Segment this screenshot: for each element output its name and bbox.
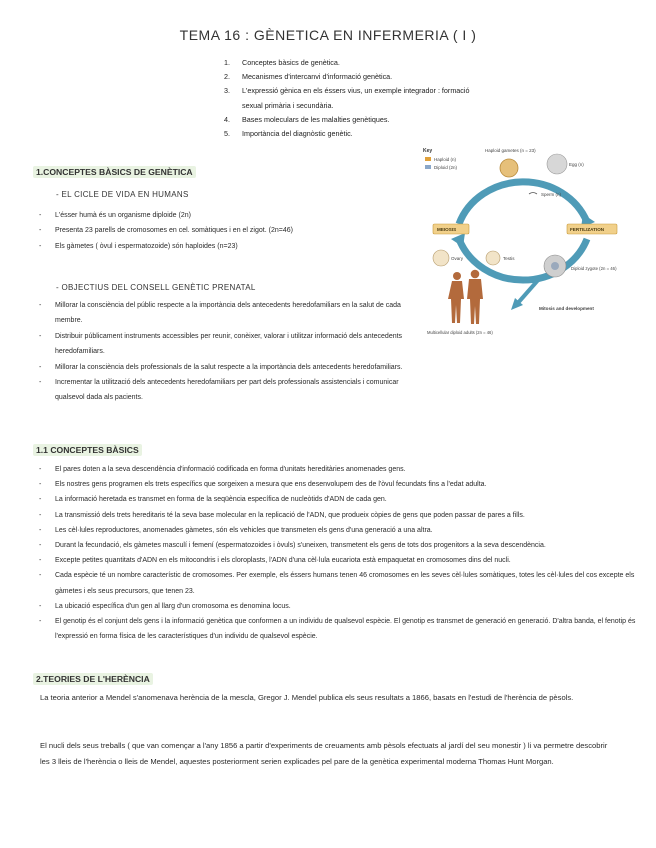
life-cycle-list — [33, 208, 393, 254]
diploid-label: Diploid (2n) — [434, 165, 458, 170]
list-item: - Les cèl·lules reproductores, anomenades gàmetes, són els vehicles que transmeten els gens d'una generació a una altra. — [33, 523, 641, 538]
mitosis-label: Mitosis and development — [539, 306, 594, 311]
egg-cell-large — [547, 154, 567, 174]
toc-item — [224, 127, 474, 141]
toc-text: Importància del diagnòstic genètic. — [242, 129, 353, 139]
adults-label: Multicellular diploid adults (2n = 46) — [427, 330, 493, 335]
fertilization-label: FERTILIZATION — [570, 227, 605, 232]
testis-icon — [486, 251, 500, 265]
subheading-life-cycle: - EL CICLE DE VIDA EN HUMANS — [56, 190, 189, 199]
ovary-label: Ovary — [451, 256, 464, 261]
meiosis-label: MEIOSIS — [437, 227, 457, 232]
toc-text: Mecanismes d'intercanvi d'informació genètica. — [242, 72, 393, 82]
human-life-cycle-diagram — [419, 144, 631, 344]
list-item: - El pares doten a la seva descendència d'informació codificada en forma d'unitats hereditàries anomenades gens. — [33, 462, 641, 477]
toc-number: 1. — [224, 58, 230, 67]
list-item: - Incrementar la utilització dels antecedents heredofamiliars per part dels professionals assistencials i comunicar qualsevol dada als pacients. — [33, 375, 425, 406]
ovary-icon — [433, 250, 449, 266]
section-heading-basic-concepts-11: 1.1 CONCEPTES BÀSICS — [33, 444, 142, 456]
page-title: TEMA 16 : GÈNETICA EN INFERMERIA ( I ) — [179, 27, 477, 43]
life-cycle-figure — [419, 144, 631, 344]
toc-number: 4. — [224, 114, 230, 124]
subheading-prenatal-objectives: - OBJECTIUS DEL CONSELL GENÈTIC PRENATAL — [56, 283, 256, 292]
list-item: - Els gàmetes ( òvul i espermatozoide) són haploides (n=23) — [33, 239, 393, 254]
sperm-label: Sperm (n) — [541, 192, 562, 197]
list-item: - Presenta 23 parells de cromosomes en cel. somàtiques i en el zigot. (2n=46) — [33, 223, 393, 238]
table-of-contents — [224, 56, 474, 141]
list-item: - El genotip és el conjunt dels gens i la informació genètica que conformen a un individu de qualsevol espècie. El genotip es transmet de generació en generació. D'altra banda, el fenotip és l'expressió en forma física de les característiques d'un individu de qualsevol espècie. — [33, 614, 641, 644]
testis-label: Testis — [503, 256, 515, 261]
toc-text: L'expressió gènica en els éssers vius, un exemple integrador : formació sexual primària i secundària. — [242, 86, 470, 110]
section-heading-inheritance-theories: 2.TEORIES DE L'HERÈNCIA — [33, 673, 153, 685]
toc-text: Conceptes bàsics de genètica. — [242, 58, 340, 67]
toc-number: 2. — [224, 72, 230, 82]
list-item: - La ubicació específica d'un gen al llarg d'un cromosoma es denomina locus. — [33, 599, 641, 614]
zygote-nucleus — [551, 262, 559, 270]
inheritance-paragraph-1: La teoria anterior a Mendel s'anomenava herència de la mescla, Gregor J. Mendel publica els seus resultats a 1866, basats en l'estudi de l'herència de pèsols. — [40, 693, 574, 702]
basic-concepts-list — [33, 462, 641, 644]
toc-number: 3. — [224, 86, 230, 96]
zygote-label: Diploid zygote (2n = 46) — [571, 266, 617, 271]
list-item: - Durant la fecundació, els gàmetes masculí i femení (espermatozoides i òvuls) s'uneixen, transmetent els gens de tots dos progenitors a la seva descendència. — [33, 538, 641, 553]
haploid-swatch — [425, 157, 431, 161]
toc-item — [224, 70, 474, 84]
diploid-swatch — [425, 165, 431, 169]
toc-item — [224, 56, 474, 70]
prenatal-objectives-list — [33, 298, 425, 406]
list-item: - Distribuir públicament instruments accessibles per reunir, conèixer, valorar i utilitzar informació dels antecedents heredofamiliars. — [33, 329, 425, 360]
list-item: - L'ésser humà és un organisme diploide (2n) — [33, 208, 393, 223]
toc-item — [224, 84, 474, 112]
inheritance-paragraph-2: El nucli dels seus treballs ( que van començar a l'any 1856 a partir d'experiments de creuaments amb pèsols efectuats al jardí del seu monestir ) li va permetre descobrir les 3 lleis de l'herència o lleis de Mendel, aquestes posteriorment serien explicades pel pare de la genètica experimental moderna Thomas Hunt Morgan. — [40, 741, 608, 766]
list-item: - Cada espècie té un nombre característic de cromosomes. Per exemple, els éssers humans tenen 46 cromosomes en les seves cèl·lules somàtiques, totes les cèl·lules del cos excepte els gàmetes i els seus precursors, que tenen 23. — [33, 568, 641, 598]
toc-number: 5. — [224, 129, 230, 139]
egg-label: Egg (n) — [569, 162, 584, 167]
section-heading-basic-concepts: 1.CONCEPTES BÀSICS DE GENÈTICA — [33, 166, 196, 178]
list-item: - Excepte petites quantitats d'ADN en els mitocondris i els cloroplasts, l'ADN d'una cèl·lula eucariota està empaquetat en cromosomes dins del nucli. — [33, 553, 641, 568]
list-item: - Els nostres gens programen els trets específics que sorgeixen a mesura que ens desenvolupem des de l'òvul fecundats fins a l'edat adulta. — [33, 477, 641, 492]
toc-item — [224, 113, 474, 127]
key-label: Key — [423, 148, 433, 154]
list-item: - Millorar la consciència dels professionals de la salut respecte a la importància dels antecedents heredofamiliars. — [33, 360, 425, 375]
egg-cell — [500, 159, 518, 177]
list-item: - Millorar la consciència del públic respecte a la importància dels antecedents heredofamiliars en la salut de cada membre. — [33, 298, 425, 329]
list-item: - La transmissió dels trets hereditaris té la seva base molecular en la replicació de l'ADN, que produeix còpies de gens que poden passar de pares a fills. — [33, 508, 641, 523]
toc-text: Bases moleculars de les malalties genètiques. — [242, 114, 390, 124]
list-item: - La informació heretada es transmet en forma de la seqüència específica de nucleòtids d'ADN de cada gen. — [33, 492, 641, 507]
gametes-label: Haploid gametes (n = 23) — [485, 148, 536, 153]
haploid-label: Haploid (n) — [434, 157, 457, 162]
